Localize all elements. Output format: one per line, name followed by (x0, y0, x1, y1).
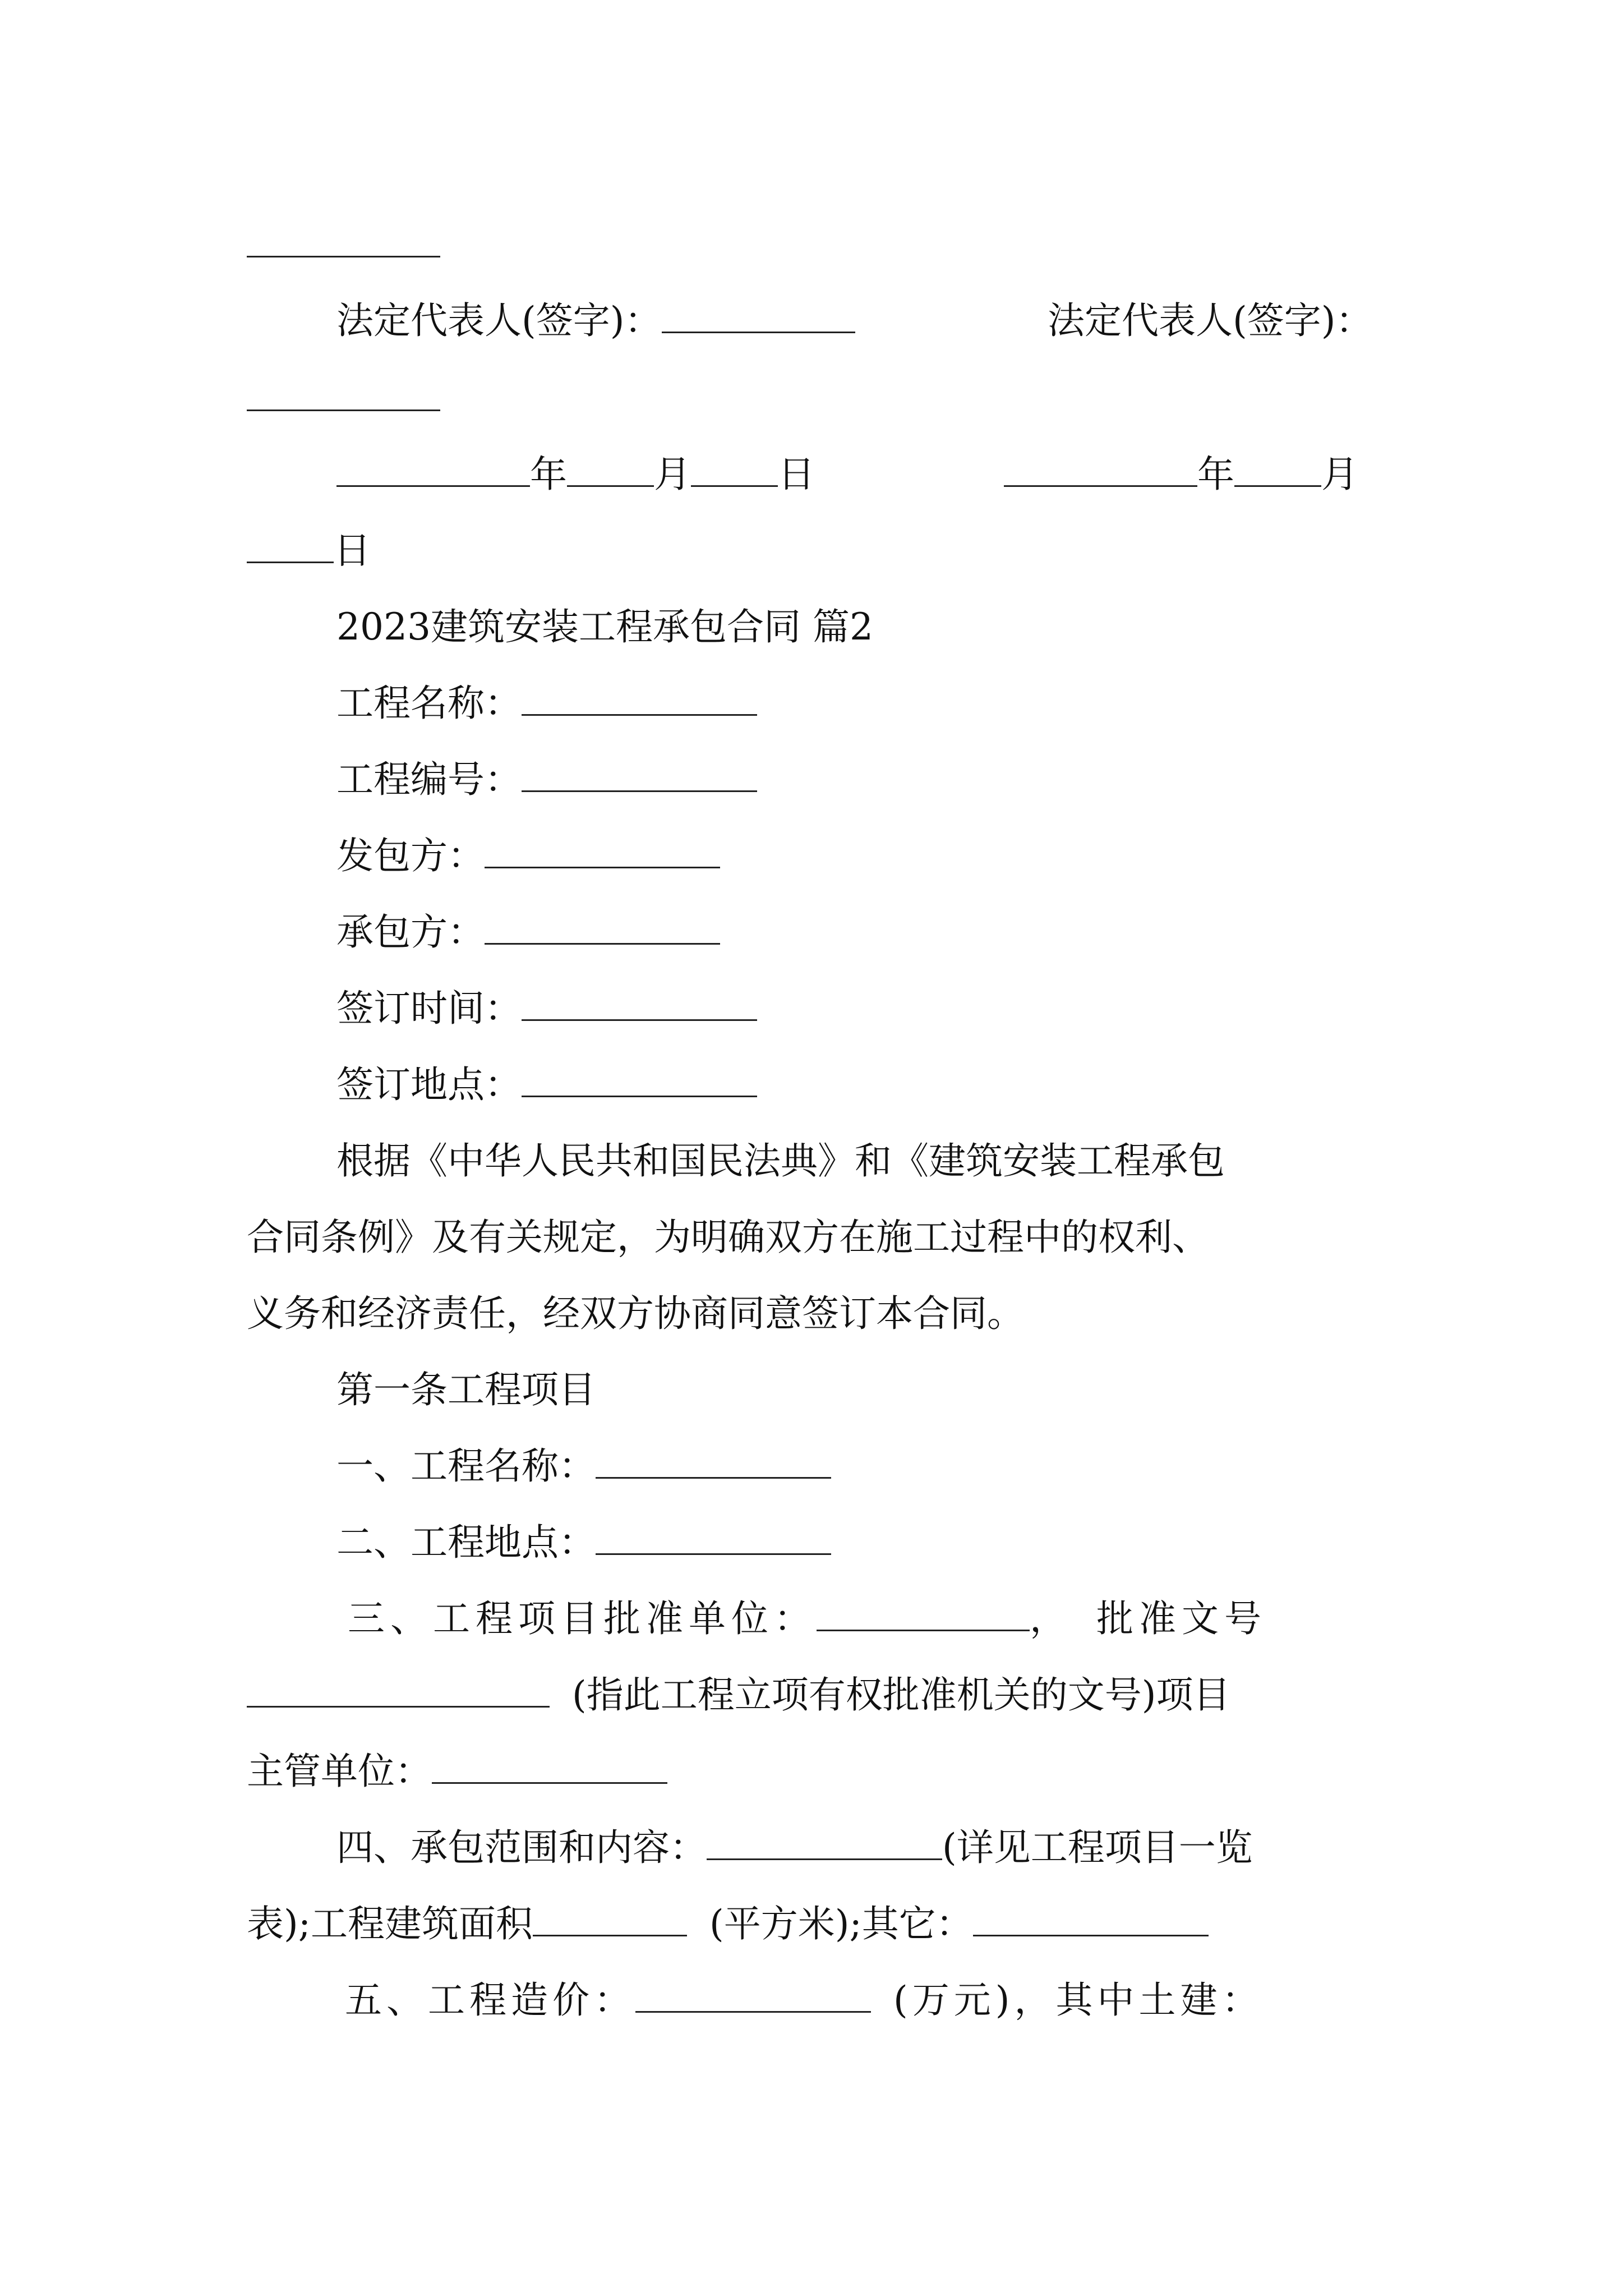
item-text: (详见工程项目一览 (942, 1826, 1253, 1869)
article-1-title: 第一条工程项目 (336, 1368, 596, 1411)
contractor-field (336, 910, 720, 955)
field-label: 工程编号： (336, 758, 522, 801)
item-text: ， 批准文号 (1030, 1597, 1267, 1640)
item-blank (432, 1751, 667, 1784)
item-blank (596, 1446, 831, 1479)
year-label: 年 (1197, 453, 1234, 496)
sign-time-field (336, 986, 757, 1031)
field-blank (485, 912, 720, 945)
article-1-item-3-unit (247, 1749, 667, 1794)
day-blank (247, 530, 334, 563)
field-label: 签订时间： (336, 987, 522, 1030)
field-blank (522, 759, 757, 792)
item-blank (707, 1827, 942, 1860)
field-blank (522, 683, 757, 716)
article-1-item-2 (336, 1520, 831, 1565)
blank-line (247, 256, 440, 257)
item-label: 三、工程项目批准单位： (348, 1597, 817, 1640)
article-1-item-3-cont (247, 1673, 1230, 1718)
month-blank (567, 454, 654, 487)
right-date-line (1004, 452, 1358, 497)
day-label: 日 (778, 453, 815, 496)
article-1-item-1 (336, 1444, 831, 1489)
field-blank (522, 988, 757, 1021)
article-1-item-3 (348, 1596, 1267, 1641)
signature-line (336, 298, 855, 343)
day-label: 日 (334, 529, 371, 572)
field-blank (522, 1064, 757, 1097)
item-blank (596, 1522, 831, 1555)
item-blank (635, 1980, 871, 2013)
article-1-item-5 (345, 1978, 1264, 2023)
item-text: 表);工程建筑面积 (247, 1902, 533, 1945)
field-label: 承包方： (336, 910, 485, 954)
item-label: 一、工程名称： (336, 1444, 596, 1488)
month-label: 月 (654, 453, 691, 496)
sign-place-field (336, 1062, 757, 1107)
item-text: (万元)，其中土建： (893, 1978, 1264, 2022)
area-blank (533, 1903, 687, 1936)
employer-field (336, 834, 720, 878)
article-1-item-4-cont (247, 1902, 1209, 1947)
right-signature-blank (247, 409, 440, 411)
year-blank (336, 454, 530, 487)
year-blank (1004, 454, 1197, 487)
contract-heading: 2023建筑安装工程承包合同 篇2 (336, 605, 873, 648)
preamble-line-1: 根据《中华人民共和国民法典》和《建筑安装工程承包 (336, 1139, 1225, 1182)
project-name-field (336, 681, 757, 726)
right-day-line (247, 528, 371, 573)
left-signature-blank (662, 300, 855, 333)
field-blank (485, 835, 720, 868)
item-label: 主管单位： (247, 1750, 432, 1793)
article-1-item-4 (336, 1825, 1253, 1870)
item-label: 五、工程造价： (345, 1978, 635, 2022)
month-blank (1234, 454, 1321, 487)
preamble-line-3: 义务和经济责任，经双方协商同意签订本合同。 (247, 1292, 1024, 1335)
left-signature-label: 法定代表人(签字)： (336, 299, 662, 342)
project-no-field (336, 757, 757, 802)
item-text: (平方米);其它： (709, 1902, 973, 1945)
right-signature-label: 法定代表人(签字)： (1048, 299, 1373, 342)
preamble-line-2: 合同条例》及有关规定，为明确双方在施工过程中的权利、 (247, 1216, 1209, 1259)
item-text: (指此工程立项有权批准机关的文号)项目 (572, 1673, 1230, 1717)
field-label: 发包方： (336, 834, 485, 877)
day-blank (691, 454, 778, 487)
field-label: 工程名称： (336, 682, 522, 725)
year-label: 年 (530, 453, 567, 496)
left-date-line (336, 452, 815, 497)
item-blank (817, 1598, 1030, 1631)
right-signature-line (1048, 298, 1373, 343)
month-label: 月 (1321, 453, 1358, 496)
field-label: 签订地点： (336, 1063, 522, 1106)
item-label: 四、承包范围和内容： (336, 1826, 707, 1869)
other-blank (973, 1903, 1209, 1936)
item-label: 二、工程地点： (336, 1521, 596, 1564)
item-blank (247, 1674, 550, 1708)
